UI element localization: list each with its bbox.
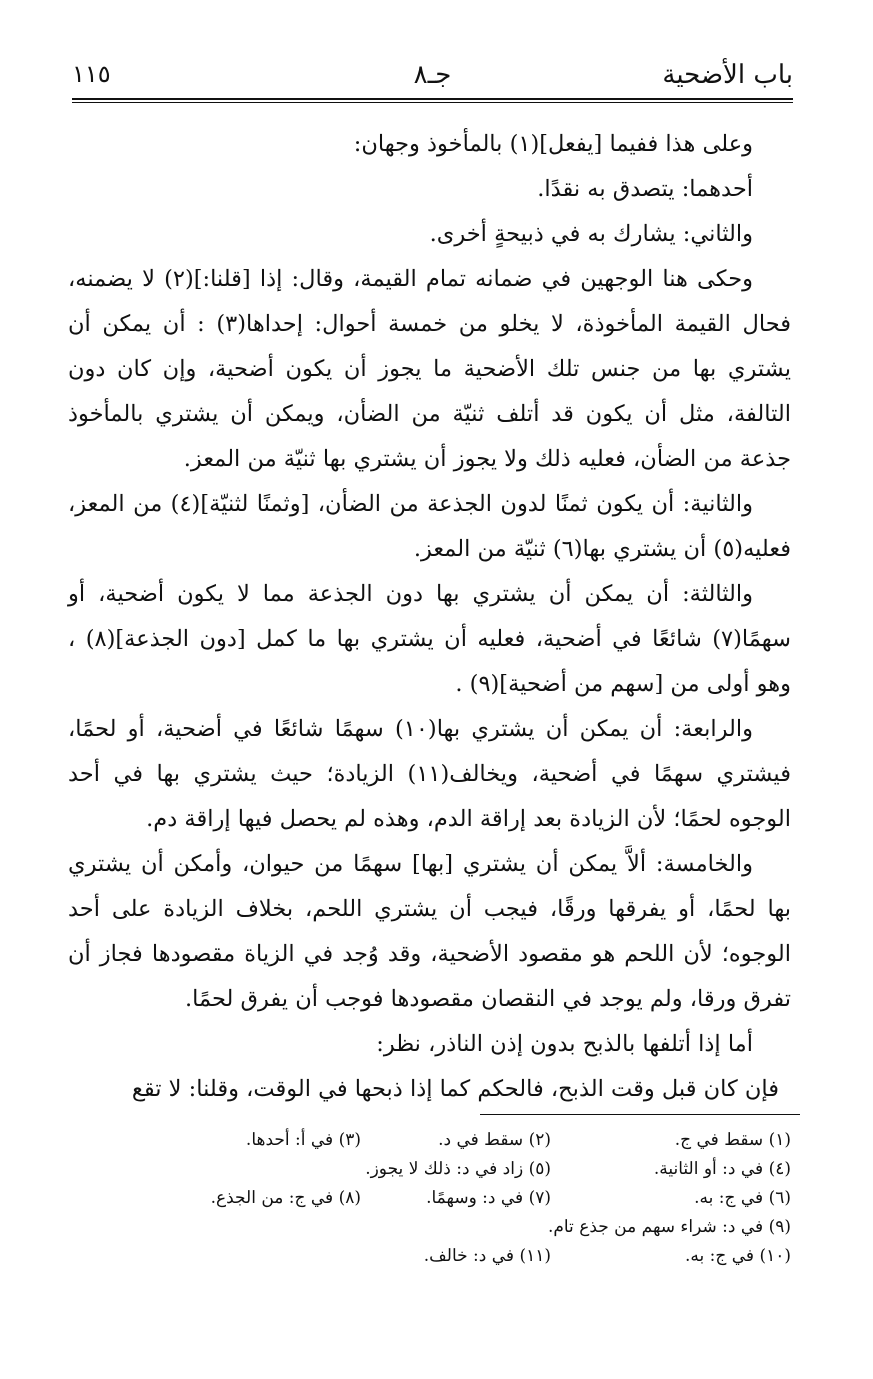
header-rule-thin bbox=[72, 102, 793, 103]
footnote: (١١) في د: خالف. bbox=[423, 1246, 551, 1266]
header-rule bbox=[72, 98, 793, 100]
paragraph: والثاني: يشارك به في ذبيحةٍ أخرى. bbox=[429, 221, 753, 247]
volume-label: جـ٨ bbox=[413, 60, 452, 90]
footnote-row bbox=[151, 1184, 791, 1213]
paragraph: والثانية: أن يكون ثمنًا لدون الجذعة من الضأن، [وثمنًا لثنيّة](٤) من المعز، فعليه(٥) أن يشتري بها(٦) ثنيّة من المعز. bbox=[68, 491, 791, 562]
paragraph: والخامسة: ألاَّ يمكن أن يشتري [بها] سهمًا من حيوان، وأمكن أن يشتري بها لحمًا، أو يفرقها ورقًا، فيجب أن يشتري اللحم، بخلاف الزيادة على أحد الوجوه؛ لأن اللحم هو مقصود الأضحية، وقد وُجد في الزياة مقصودها فجاز أن تفرق ورقا، ولم يوجد في النقصان مقصودها فوجب أن يفرق لحمًا. bbox=[68, 851, 791, 1012]
paragraph: أحدهما: يتصدق به نقدًا. bbox=[537, 176, 753, 202]
footnote: (٩) في د: شراء سهم من جذع تام. bbox=[547, 1217, 791, 1237]
footnote: (٤) في د: أو الثانية. bbox=[653, 1159, 791, 1179]
footnote: (٣) في أ: أحدها. bbox=[245, 1130, 361, 1150]
footnotes bbox=[151, 1126, 791, 1271]
footnote: (٨) في ج: من الجذع. bbox=[210, 1188, 361, 1208]
footnote: (١) سقط في ج. bbox=[674, 1130, 791, 1150]
paragraph: والرابعة: أن يمكن أن يشتري بها(١٠) سهمًا شائعًا في أضحية، أو لحمًا، فيشتري سهمًا في أضحية، ويخالف(١١) الزيادة؛ حيث يشتري بها في أحد الوجوه لحمًا؛ لأن الزيادة بعد إراقة الدم، وهذه لم يحصل فيها إراقة دم. bbox=[68, 716, 791, 832]
paragraph: وعلى هذا ففيما [يفعل](١) بالمأخوذ وجهان: bbox=[353, 131, 753, 157]
page-number: ١١٥ bbox=[72, 60, 111, 88]
footnote: (٢) سقط في د. bbox=[438, 1130, 551, 1150]
footnote: (٦) في ج: به. bbox=[694, 1188, 791, 1208]
page-header bbox=[72, 56, 793, 96]
footnote: (١٠) في ج: به. bbox=[685, 1246, 791, 1266]
paragraph: والثالثة: أن يمكن أن يشتري بها دون الجذعة مما لا يكون أضحية، أو سهمًا(٧) شائعًا في أضحية، فعليه أن يشتري بها ما كمل [دون الجذعة](٨) ، وهو أولى من [سهم من أضحية](٩) . bbox=[68, 581, 791, 697]
paragraph: فإن كان قبل وقت الذبح، فالحكم كما إذا ذبحها في الوقت، وقلنا: لا تقع bbox=[131, 1076, 779, 1102]
footnote: (٥) زاد في د: ذلك لا يجوز. bbox=[365, 1159, 551, 1179]
chapter-title: باب الأضحية bbox=[662, 60, 793, 90]
footnote-row bbox=[151, 1213, 791, 1242]
footnote-row bbox=[151, 1126, 791, 1155]
footnote-row bbox=[151, 1242, 791, 1271]
footnote-separator bbox=[480, 1114, 800, 1115]
paragraph: أما إذا أتلفها بالذبح بدون إذن الناذر، نظر: bbox=[376, 1031, 753, 1057]
footnote: (٧) في د: وسهمًا. bbox=[426, 1188, 551, 1208]
main-text bbox=[68, 122, 791, 1112]
footnote-row bbox=[151, 1155, 791, 1184]
paragraph: وحكى هنا الوجهين في ضمانه تمام القيمة، وقال: إذا [قلنا:](٢) لا يضمنه، فحال القيمة المأخوذة، لا يخلو من خمسة أحوال: إحداها(٣) : أن يمكن أن يشتري بها من جنس تلك الأضحية ما يجوز أن يكون أضحية، وإن كان دون التالفة، مثل أن يكون قد أتلف ثنيّة من الضأن، ويمكن أن يشتري بالمأخوذ جذعة من الضأن، فعليه ذلك ولا يجوز أن يشتري بها ثنيّة من المعز. bbox=[68, 266, 791, 472]
